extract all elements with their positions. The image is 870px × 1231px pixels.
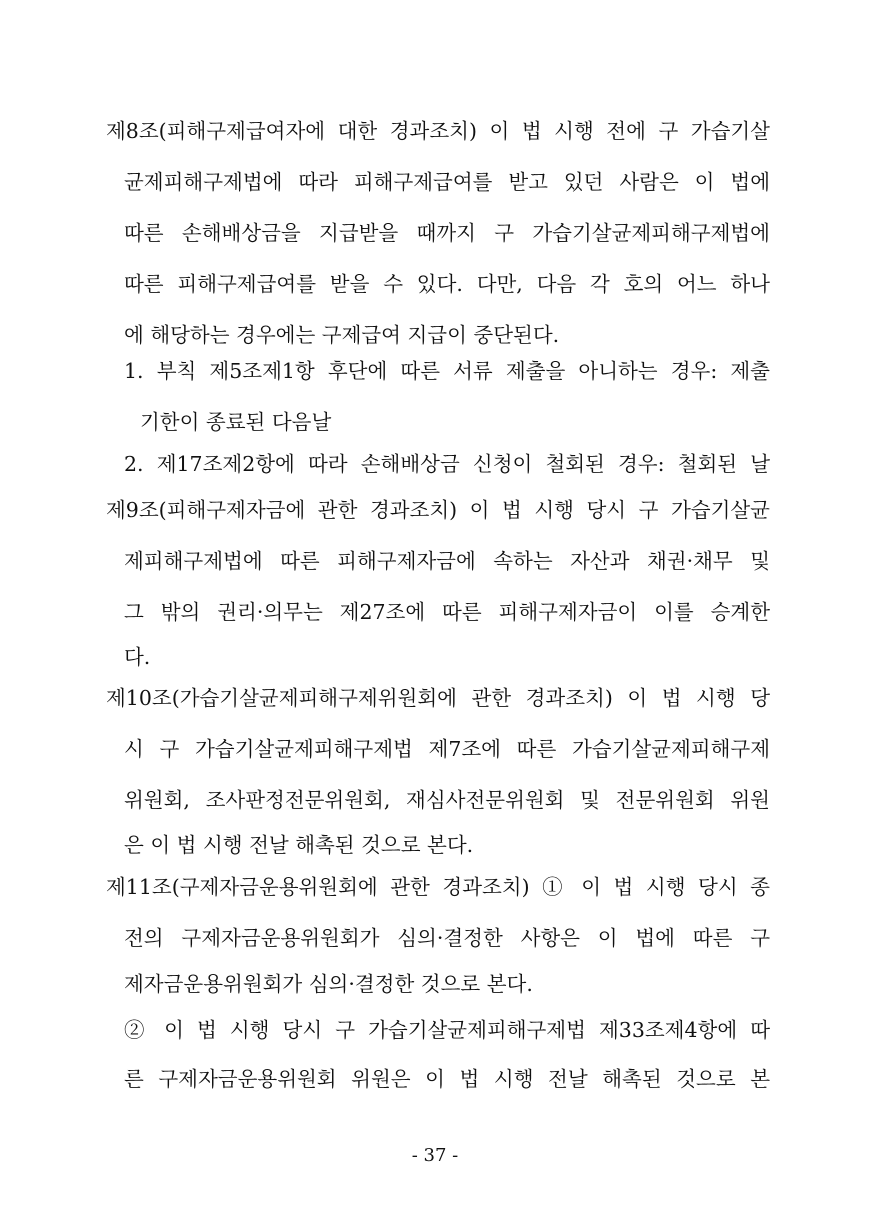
article-8-heading-line: 제8조(피해구제급여자에 대한 경과조치) 이 법 시행 전에 구 가습기살: [106, 119, 770, 143]
item-2-line: 2. 제17조제2항에 따라 손해배상금 신청이 철회된 경우: 철회된 날: [124, 452, 770, 476]
text-line: 에 해당하는 경우에는 구제급여 지급이 중단된다.: [124, 323, 560, 347]
article-10-heading-line: 제10조(가습기살균제피해구제위원회에 관한 경과조치) 이 법 시행 당: [106, 686, 770, 710]
text-line: 기한이 종료된 다음날: [140, 410, 332, 434]
text-line: 균제피해구제법에 따라 피해구제급여를 받고 있던 사람은 이 법에: [124, 170, 770, 194]
text-line: 다.: [124, 645, 151, 669]
text-line: 른 구제자금운용위원회 위원은 이 법 시행 전날 해촉된 것으로 본: [124, 1067, 770, 1091]
text-line: 전의 구제자금운용위원회가 심의·결정한 사항은 이 법에 따른 구: [124, 926, 770, 950]
text-line: 은 이 법 시행 전날 해촉된 것으로 본다.: [124, 833, 474, 857]
text-line: 위원회, 조사판정전문위원회, 재심사전문위원회 및 전문위원회 위원: [124, 788, 770, 812]
text-line: 제피해구제법에 따른 피해구제자금에 속하는 자산과 채권·채무 및: [124, 549, 770, 573]
text-line: 제자금운용위원회가 심의·결정한 것으로 본다.: [124, 972, 533, 996]
text-line: 그 밖의 권리·의무는 제27조에 따른 피해구제자금이 이를 승계한: [124, 600, 770, 624]
item-1-line: 1. 부칙 제5조제1항 후단에 따른 서류 제출을 아니하는 경우: 제출: [124, 359, 770, 383]
article-9-heading-line: 제9조(피해구제자금에 관한 경과조치) 이 법 시행 당시 구 가습기살균: [106, 498, 770, 522]
text-line: 따른 피해구제급여를 받을 수 있다. 다만, 다음 각 호의 어느 하나: [124, 272, 770, 296]
paragraph-2-line: ② 이 법 시행 당시 구 가습기살균제피해구제법 제33조제4항에 따: [124, 1018, 770, 1042]
text-line: 시 구 가습기살균제피해구제법 제7조에 따른 가습기살균제피해구제: [124, 737, 770, 761]
article-11-heading-line: 제11조(구제자금운용위원회에 관한 경과조치) ① 이 법 시행 당시 종: [106, 875, 770, 899]
text-line: 따른 손해배상금을 지급받을 때까지 구 가습기살균제피해구제법에: [124, 221, 770, 245]
page-number: - 37 -: [411, 1145, 459, 1166]
